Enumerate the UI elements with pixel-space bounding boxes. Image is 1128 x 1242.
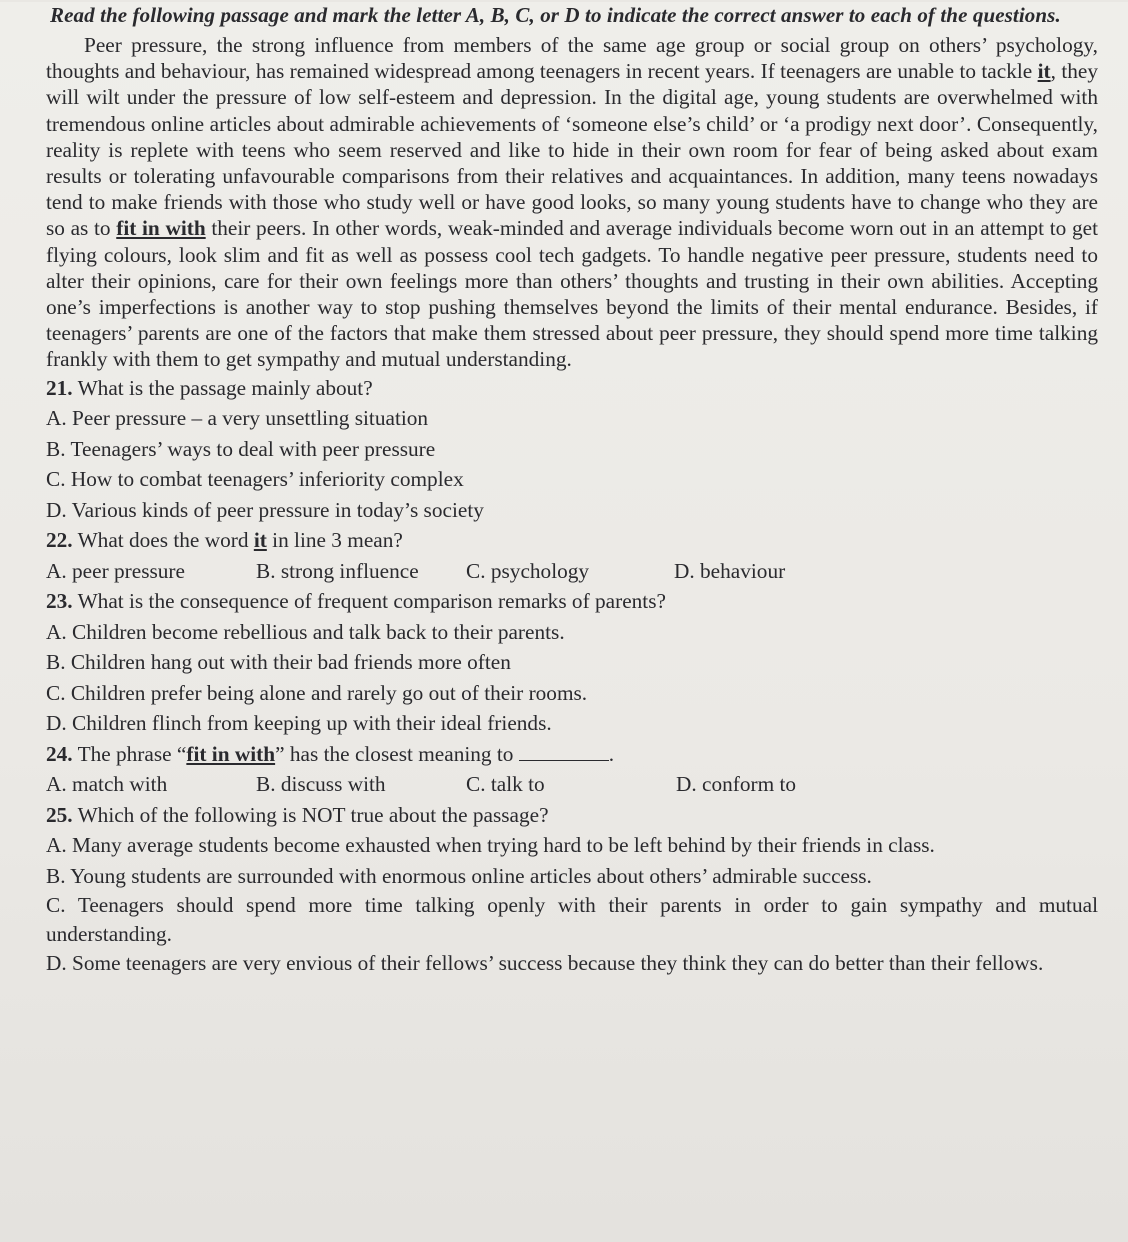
- question-23-option-a[interactable]: A. Children become rebellious and talk back to their parents.: [46, 619, 565, 644]
- question-23-option-b[interactable]: B. Children hang out with their bad friends more often: [46, 650, 511, 675]
- question-24: [46, 739, 1098, 800]
- question-22-text-pre: What does the word: [72, 528, 254, 553]
- question-24-stem: [46, 739, 1098, 770]
- question-24-option-c[interactable]: C. talk to: [466, 772, 545, 797]
- question-24-option-d[interactable]: D. conform to: [676, 772, 797, 797]
- question-22-option-b[interactable]: B. strong influence: [256, 558, 419, 583]
- passage-part-1: Peer pressure, the strong influence from members of the same age group or social group on others’ psychology, thoughts and behaviour, has remained widespread among teenagers in recent years. If teenagers are unable to tackle: [46, 33, 1098, 84]
- question-24-text-post: ” has the closest meaning to: [275, 741, 519, 766]
- question-22-stem: [46, 525, 1098, 556]
- question-24-options: [46, 769, 1098, 800]
- question-22-option-a[interactable]: A. peer pressure: [46, 558, 185, 583]
- passage-phrase-fit-in-with: fit in with: [116, 216, 206, 241]
- question-25-option-c[interactable]: C. Teenagers should spend more time talking openly with their parents in order to gain sympathy and mutual understanding.: [46, 893, 1098, 947]
- reading-passage: [46, 32, 1098, 373]
- question-23-option-c[interactable]: C. Children prefer being alone and rarely go out of their rooms.: [46, 680, 588, 705]
- question-24-option-b[interactable]: B. discuss with: [256, 772, 386, 797]
- question-21-option-a[interactable]: A. Peer pressure – a very unsettling situation: [46, 406, 429, 431]
- passage-word-it: it: [1037, 59, 1051, 84]
- question-24-period: .: [608, 741, 615, 766]
- question-21-stem: [46, 373, 1098, 404]
- question-25-number: 25.: [46, 802, 73, 827]
- question-21-text: What is the passage mainly about?: [72, 375, 373, 400]
- question-22-options: [46, 556, 1098, 587]
- question-25-stem: [46, 800, 1098, 831]
- question-21-option-d[interactable]: D. Various kinds of peer pressure in today’s society: [46, 497, 484, 522]
- question-22-number: 22.: [46, 528, 73, 553]
- question-22-option-d[interactable]: D. behaviour: [674, 558, 786, 583]
- question-23-stem: [46, 586, 1098, 617]
- question-25-option-a[interactable]: A. Many average students become exhausted when trying hard to be left behind by their friends in class.: [46, 833, 935, 858]
- question-25-option-d[interactable]: D. Some teenagers are very envious of their fellows’ success because they think they can do better than their fellows.: [46, 951, 1044, 976]
- question-23-text: What is the consequence of frequent comparison remarks of parents?: [72, 589, 666, 614]
- question-22-option-c[interactable]: C. psychology: [466, 558, 590, 583]
- question-22: [46, 525, 1098, 586]
- question-25-option-b[interactable]: B. Young students are surrounded with enormous online articles about others’ admirable success.: [46, 863, 872, 888]
- question-24-phrase: fit in with: [186, 741, 276, 766]
- question-23-option-d[interactable]: D. Children flinch from keeping up with their ideal friends.: [46, 711, 552, 736]
- passage-part-3: their peers. In other words, weak-minded and average individuals become worn out in an attempt to get flying colours, look slim and fit as well as possess cool tech gadgets. To handle negative peer pressure, students need to alter their opinions, care for their own feelings more than others’ thoughts and trusting in their own abilities. Accepting one’s imperfections is another way to stop pushing themselves beyond the limits of their mental endurance. Besides, if teenagers’ parents are one of the factors that make them stressed about peer pressure, they should spend more time talking frankly with them to get sympathy and mutual understanding.: [46, 216, 1098, 372]
- answer-blank[interactable]: [519, 742, 609, 761]
- question-24-option-a[interactable]: A. match with: [46, 772, 168, 797]
- question-24-text-pre: The phrase “: [72, 741, 187, 766]
- passage-part-2: , they will wilt under the pressure of low self-esteem and depression. In the digital age, young students are overwhelmed with tremendous online articles about admirable achievements of ‘someone else’s child’ or ‘a prodigy next door’. Consequently, reality is replete with teens who seem reserved and like to hide in their own room for fear of being asked about exam results or tolerating unfavourable comparisons from their relatives and acquaintances. In addition, many teens nowadays tend to make friends with those who study well or have good looks, so many young students have to change who they are so as to: [46, 59, 1098, 241]
- instruction-heading: Read the following passage and mark the letter A, B, C, or D to indicate the correct answer to each of the questions.: [50, 3, 1061, 27]
- question-21: [46, 373, 1098, 526]
- worksheet-page: [0, 2, 1128, 1242]
- question-23-number: 23.: [46, 589, 73, 614]
- question-21-option-b[interactable]: B. Teenagers’ ways to deal with peer pressure: [46, 436, 436, 461]
- question-25: [46, 800, 1098, 979]
- question-24-number: 24.: [46, 741, 73, 766]
- question-22-word: it: [253, 528, 267, 553]
- question-23: [46, 586, 1098, 739]
- question-22-text-post: in line 3 mean?: [266, 528, 403, 553]
- question-25-text: Which of the following is NOT true about the passage?: [72, 802, 549, 827]
- question-21-option-c[interactable]: C. How to combat teenagers’ inferiority complex: [46, 467, 464, 492]
- question-21-number: 21.: [46, 375, 73, 400]
